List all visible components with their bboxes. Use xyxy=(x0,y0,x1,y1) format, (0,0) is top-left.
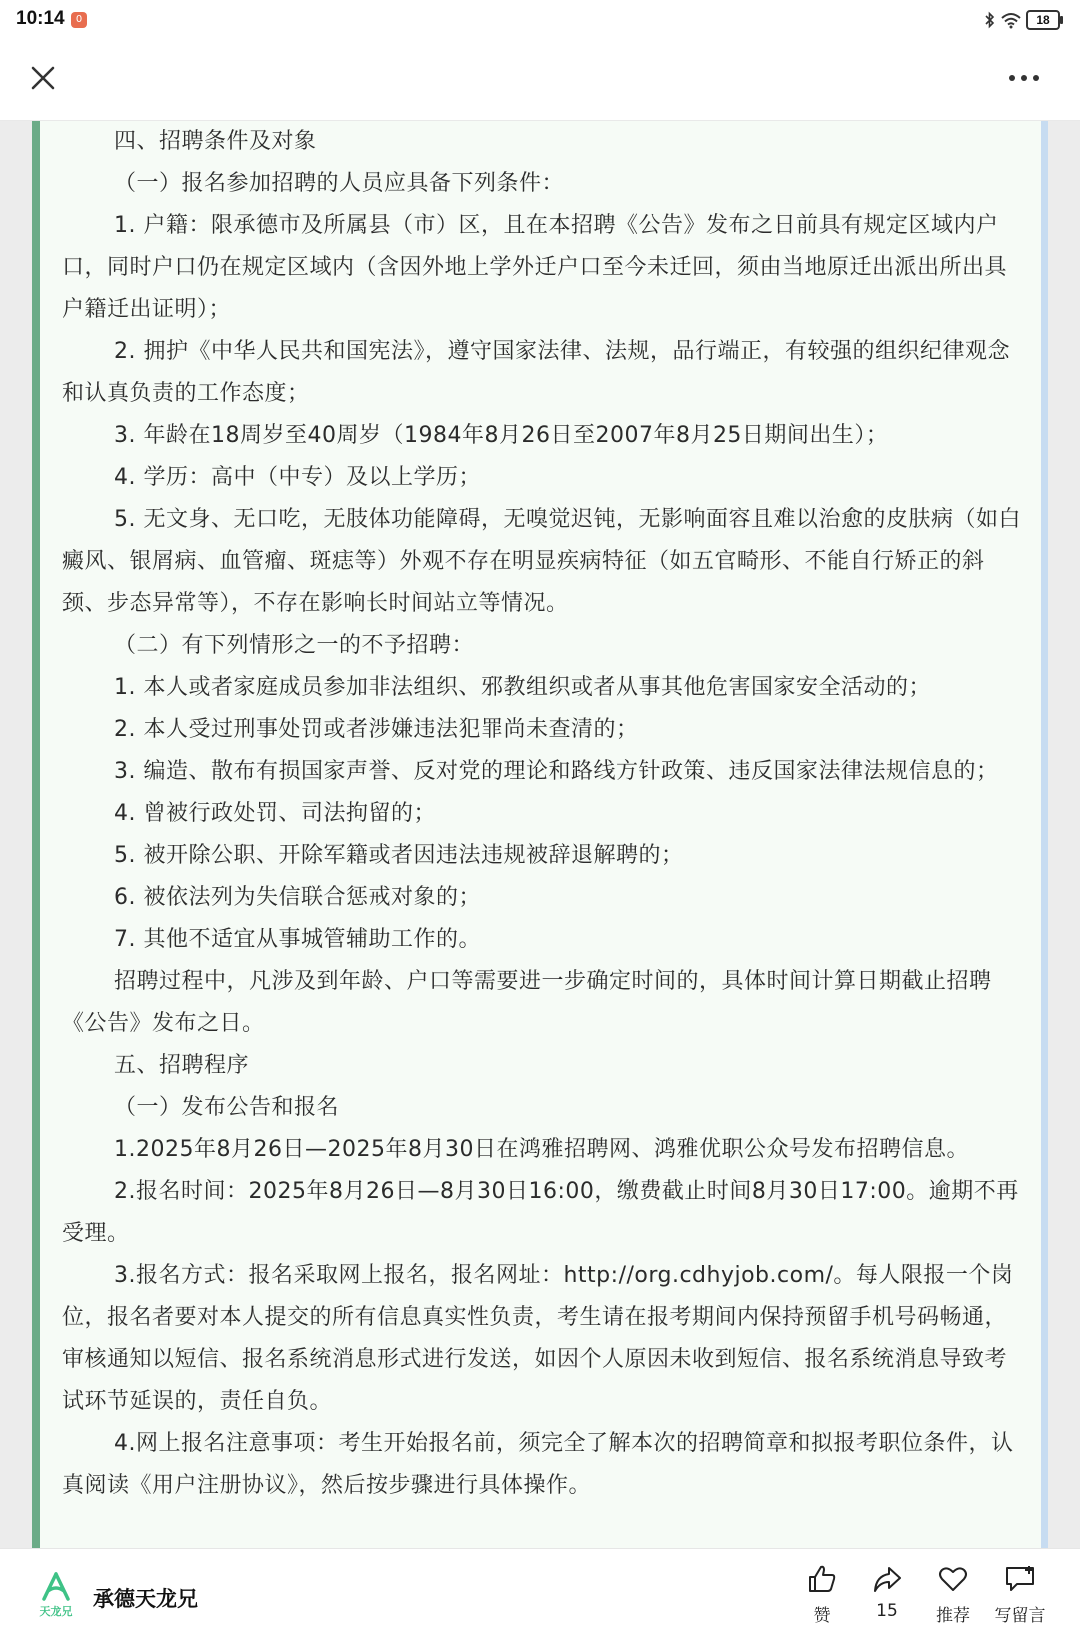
paragraph: 3. 编造、散布有损国家声誉、反对党的理论和路线方针政策、违反国家法律法规信息的； xyxy=(114,759,999,784)
paragraph: 4. 曾被行政处罚、司法拘留的； xyxy=(114,801,436,826)
paragraph: 1. 本人或者家庭成员参加非法组织、邪教组织或者从事其他危害国家安全活动的； xyxy=(114,675,931,700)
share-button[interactable] xyxy=(851,1563,923,1635)
comment-label: 写留言 xyxy=(994,1606,1046,1626)
close-icon[interactable] xyxy=(25,60,61,96)
like-label: 赞 xyxy=(813,1606,831,1626)
section-heading: 四、招聘条件及对象 xyxy=(114,129,317,154)
recommend-label: 推荐 xyxy=(936,1606,970,1626)
share-count: 15 xyxy=(876,1601,898,1621)
like-button[interactable] xyxy=(786,1563,858,1635)
document-text xyxy=(62,121,1022,1507)
recommend-button[interactable] xyxy=(917,1563,989,1635)
subsection-heading: （一）发布公告和报名 xyxy=(114,1095,340,1120)
wifi-icon xyxy=(1000,11,1022,29)
article-body[interactable] xyxy=(0,121,1080,1548)
paragraph: 7. 其他不适宜从事城管辅助工作的。 xyxy=(114,927,481,952)
account-name[interactable]: 承德天龙兄 xyxy=(93,1587,198,1611)
subsection-heading: （二）有下列情形之一的不予招聘： xyxy=(114,633,475,658)
status-bar xyxy=(0,0,1080,44)
paragraph: 4. 学历：高中（中专）及以上学历； xyxy=(114,465,481,490)
right-border-rule xyxy=(1041,121,1048,1548)
account-logo-text: 天龙兄 xyxy=(39,1605,73,1618)
notification-badge: 0 xyxy=(71,12,87,28)
top-nav-bar xyxy=(0,44,1080,120)
status-time: 10:14 xyxy=(16,8,65,29)
paragraph: 6. 被依法列为失信联合惩戒对象的； xyxy=(114,885,481,910)
status-icons xyxy=(984,8,1060,32)
paragraph: 2. 本人受过刑事处罚或者涉嫌违法犯罪尚未查清的； xyxy=(114,717,639,742)
subsection-heading: （一）报名参加招聘的人员应具备下列条件： xyxy=(114,171,565,196)
bottom-action-bar xyxy=(0,1548,1080,1644)
heart-icon xyxy=(937,1563,969,1595)
share-icon xyxy=(871,1563,903,1595)
paragraph: 4.网上报名注意事项：考生开始报名前，须完全了解本次的招聘简章和拟报考职位条件，认真阅读《用户注册协议》，然后按步骤进行具体操作。 xyxy=(62,1431,1014,1498)
bluetooth-icon xyxy=(984,11,996,29)
paragraph: 5. 无文身、无口吃，无肢体功能障碍，无嗅觉迟钝，无影响面容且难以治愈的皮肤病（如白癜风、银屑病、血管瘤、斑痣等）外观不存在明显疾病特征（如五官畸形、不能自行矫正的斜颈、步态异常等），不存在影响长时间站立等情况。 xyxy=(62,507,1021,616)
comment-icon xyxy=(1003,1563,1037,1595)
paragraph: 招聘过程中，凡涉及到年龄、户口等需要进一步确定时间的，具体时间计算日期截止招聘《公告》发布之日。 xyxy=(62,969,992,1036)
battery-indicator: 18 xyxy=(1026,10,1060,30)
paragraph: 1.2025年8月26日—2025年8月30日在鸿雅招聘网、鸿雅优职公众号发布招聘信息。 xyxy=(114,1137,969,1162)
paragraph: 1. 户籍：限承德市及所属县（市）区，且在本招聘《公告》发布之日前具有规定区域内户口，同时户口仍在规定区域内（含因外地上学外迁户口至今未迁回，须由当地原迁出派出所出具户籍迁出证明）； xyxy=(62,213,1008,322)
paragraph: 3. 年龄在18周岁至40周岁（1984年8月26日至2007年8月25日期间出生）； xyxy=(114,423,889,448)
left-border-rule xyxy=(32,121,40,1548)
comment-button[interactable] xyxy=(984,1563,1056,1635)
paragraph: 2.报名时间：2025年8月26日—8月30日16:00，缴费截止时间8月30日17:00。逾期不再受理。 xyxy=(62,1179,1019,1246)
more-options-icon[interactable] xyxy=(1006,66,1042,90)
paragraph: 5. 被开除公职、开除军籍或者因违法违规被辞退解聘的； xyxy=(114,843,684,868)
paragraph: 2. 拥护《中华人民共和国宪法》，遵守国家法律、法规，品行端正，有较强的组织纪律观念和认真负责的工作态度； xyxy=(62,339,1010,406)
paragraph: 3.报名方式：报名采取网上报名，报名网址：http://org.cdhyjob.com/。每人限报一个岗位，报名者要对本人提交的所有信息真实性负责，考生请在报考期间内保持预留手机号码畅通，审核通知以短信、报名系统消息形式进行发送，如因个人原因未收到短信、报名系统消息导致考试环节延误的，责任自负。 xyxy=(62,1263,1014,1414)
section-heading: 五、招聘程序 xyxy=(114,1053,250,1078)
account-logo[interactable] xyxy=(36,1571,76,1619)
thumbs-up-icon xyxy=(806,1563,838,1595)
